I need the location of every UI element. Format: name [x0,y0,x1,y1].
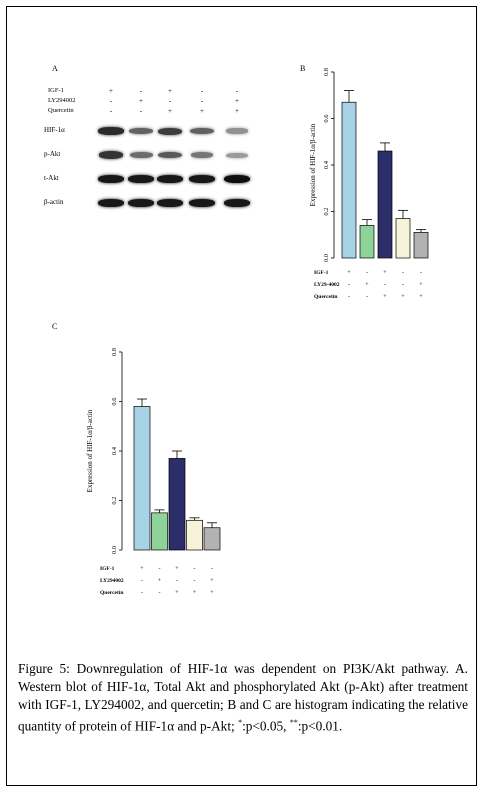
blot-band [98,127,123,134]
y-tick-label: 0.6 [323,114,330,123]
condition-sign: - [211,566,213,572]
condition-sign: + [419,294,423,300]
condition-label: Quercetin [100,590,124,596]
blot-condition-sign: - [168,97,172,105]
blot-band [224,199,250,207]
blot-band [98,199,124,207]
condition-sign: + [383,294,387,300]
blot-condition-sign: - [139,87,143,95]
y-tick-label: 0.6 [111,397,118,406]
y-tick-label: 0.8 [323,67,330,77]
condition-sign: - [402,270,404,276]
blot-band [98,175,124,183]
condition-sign: - [348,282,350,288]
bar [134,406,150,550]
condition-label: IGF-1 [314,270,329,276]
blot-condition-label: LY294002 [48,97,76,104]
condition-sign: + [175,566,179,572]
condition-sign: - [366,270,368,276]
condition-sign: - [193,566,196,572]
blot-row-label: HIF-1α [44,126,65,134]
chart-c [70,340,240,605]
blot-band [128,175,154,183]
condition-sign: + [140,566,144,572]
y-tick-label: 0.0 [111,545,118,555]
blot-row-label: β-actin [44,198,64,206]
bar [378,151,392,258]
bar [204,528,220,550]
blot-band [189,175,215,183]
caption-p05: :p<0.05, [242,718,290,734]
blot-condition-sign: - [200,87,204,95]
chart-b [300,62,450,312]
y-tick-label: 0.2 [111,496,118,505]
y-axis-label: Expression of HIF-1α/β-actin [86,409,94,493]
blot-condition-sign: - [109,97,113,105]
blot-band [191,152,214,158]
blot-row-label: p-Akt [44,150,61,158]
y-tick-label: 0.4 [111,446,118,456]
condition-label: IGF-1 [100,566,115,572]
condition-sign: + [157,578,162,584]
y-tick-label: 0.0 [323,253,330,263]
condition-sign: + [401,294,405,300]
blot-condition-sign: + [200,107,204,115]
condition-sign: + [347,270,351,276]
blot-condition-sign: + [139,97,143,105]
blot-condition-sign: - [200,97,204,105]
figure-caption [18,660,468,735]
condition-sign: - [158,590,161,596]
caption-star-one: * [238,718,243,727]
caption-text: Downregulation of HIF-1α was dependent on PI3K/Akt pathway. A. Western blot of HIF-1α, Total Akt and phosphorylated Akt (p-Akt) after treatment with IGF-1, LY294002, and quercetin; B and C are histogram indicating the relative quantity of protein of HIF-1α and p-Akt; [18,661,468,734]
condition-sign: + [210,590,214,596]
condition-label: Quercetin [314,294,338,300]
blot-condition-sign: - [139,107,143,115]
blot-band [157,199,183,207]
y-tick-label: 0.4 [323,160,330,170]
condition-label: LY294002 [100,578,124,584]
blot-band [190,128,213,134]
condition-sign: - [384,282,386,288]
blot-band [130,152,153,158]
blot-band [129,128,152,134]
bar [152,513,168,550]
condition-sign: + [175,590,179,596]
blot-condition-label: IGF-1 [48,87,64,94]
blot-condition-sign: + [168,107,172,115]
condition-sign: - [158,566,161,572]
blot-condition-sign: - [109,107,113,115]
blot-band [157,175,183,183]
condition-sign: - [141,578,143,584]
panel-a-letter: A [52,64,58,73]
blot-band [158,128,183,135]
condition-sign: + [192,590,197,596]
bar [360,225,374,258]
condition-sign: - [193,578,196,584]
blot-band [99,151,124,158]
blot-condition-sign: + [235,97,239,105]
caption-star-two: ** [289,718,298,727]
condition-sign: - [348,294,350,300]
condition-sign: - [402,282,404,288]
y-axis-label: Expression of HIF-1α/β-actin [309,123,317,207]
condition-sign: - [366,294,368,300]
blot-band [224,175,250,183]
blot-row-label: t-Akt [44,174,59,182]
bar [342,102,356,258]
condition-sign: - [141,590,143,596]
condition-sign: + [365,282,369,288]
condition-sign: - [176,578,178,584]
condition-sign: + [383,270,387,276]
blot-condition-sign: - [235,87,239,95]
blot-band [189,199,215,207]
bar [396,218,410,258]
blot-band [158,152,182,158]
bar [169,458,185,550]
condition-label: LY29-4002 [314,282,340,288]
panel-c-letter: C [52,322,58,331]
condition-sign: - [420,270,422,276]
western-blot-panel [44,80,274,225]
blot-condition-label: Quercetin [48,107,74,114]
blot-condition-sign: + [109,87,113,95]
bar [187,520,203,550]
blot-band [226,128,248,133]
caption-label: Figure 5: [18,661,70,676]
y-tick-label: 0.2 [323,207,330,216]
blot-band [128,199,154,207]
caption-p01: :p<0.01. [297,718,343,734]
condition-sign: + [419,282,423,288]
blot-condition-sign: + [168,87,172,95]
condition-sign: + [210,578,214,584]
bar [414,232,428,258]
blot-band [226,153,248,158]
panel-b-letter: B [300,64,306,73]
y-tick-label: 0.8 [111,347,118,357]
blot-condition-sign: + [235,107,239,115]
